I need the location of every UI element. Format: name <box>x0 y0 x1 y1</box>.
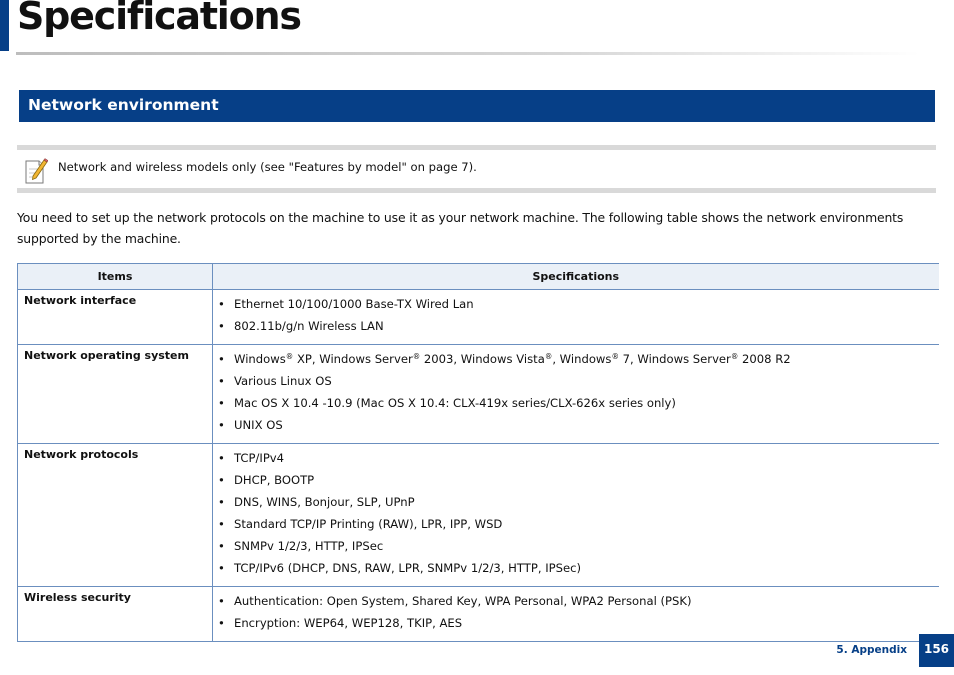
intro-paragraph: You need to set up the network protocols on the machine to use it as your network machine. The following table shows the network environments supported by the machine. <box>17 210 904 246</box>
spec-list-item: • Windows® XP, Windows Server® 2003, Windows Vista®, Windows® 7, Windows Server® 2008 R2 <box>213 348 939 370</box>
spec-list-item: • Authentication: Open System, Shared Key, WPA Personal, WPA2 Personal (PSK) <box>213 590 939 612</box>
spec-list-item: • UNIX OS <box>213 414 939 436</box>
spec-cell <box>213 345 939 444</box>
spec-list-item: • SNMPv 1/2/3, HTTP, IPSec <box>213 535 939 557</box>
spec-cell <box>213 587 939 642</box>
footer-chapter-label: 5. Appendix <box>836 644 907 656</box>
item-cell: Network protocols <box>18 444 213 587</box>
item-cell: Wireless security <box>18 587 213 642</box>
spec-cell <box>213 444 939 587</box>
spec-list-item: • Ethernet 10/100/1000 Base-TX Wired Lan <box>213 293 939 315</box>
spec-list-item: • Various Linux OS <box>213 370 939 392</box>
note-text: Network and wireless models only (see "Features by model" on page 7). <box>58 160 477 174</box>
table-row <box>18 587 939 642</box>
column-header-specifications: Specifications <box>213 264 939 290</box>
spec-list-item: • Encryption: WEP64, WEP128, TKIP, AES <box>213 612 939 634</box>
table-header-row <box>18 264 939 290</box>
note-pencil-icon <box>24 157 48 185</box>
spec-list-item: • TCP/IPv6 (DHCP, DNS, RAW, LPR, SNMPv 1/2/3, HTTP, IPSec) <box>213 557 939 579</box>
table-row <box>18 290 939 345</box>
page-number: 156 <box>919 634 954 667</box>
section-header <box>19 90 935 122</box>
title-accent-bar <box>0 0 9 51</box>
spec-list <box>213 444 939 586</box>
spec-list-item: • Mac OS X 10.4 -10.9 (Mac OS X 10.4: CLX-419x series/CLX-626x series only) <box>213 392 939 414</box>
item-cell: Network interface <box>18 290 213 345</box>
column-header-items: Items <box>18 264 213 290</box>
spec-list-item: • 802.11b/g/n Wireless LAN <box>213 315 939 337</box>
spec-list <box>213 345 939 443</box>
spec-list-item: • Standard TCP/IP Printing (RAW), LPR, IPP, WSD <box>213 513 939 535</box>
spec-list-item: • DNS, WINS, Bonjour, SLP, UPnP <box>213 491 939 513</box>
item-cell: Network operating system <box>18 345 213 444</box>
spec-list-item: • TCP/IPv4 <box>213 447 939 469</box>
note-box <box>17 145 936 193</box>
table-row <box>18 345 939 444</box>
section-title: Network environment <box>28 96 219 114</box>
page-title: Specifications <box>17 0 301 38</box>
network-spec-table <box>17 263 939 642</box>
spec-list-item: • DHCP, BOOTP <box>213 469 939 491</box>
table-row <box>18 444 939 587</box>
spec-cell <box>213 290 939 345</box>
spec-list <box>213 587 939 641</box>
spec-list <box>213 290 939 344</box>
title-divider <box>16 52 920 55</box>
